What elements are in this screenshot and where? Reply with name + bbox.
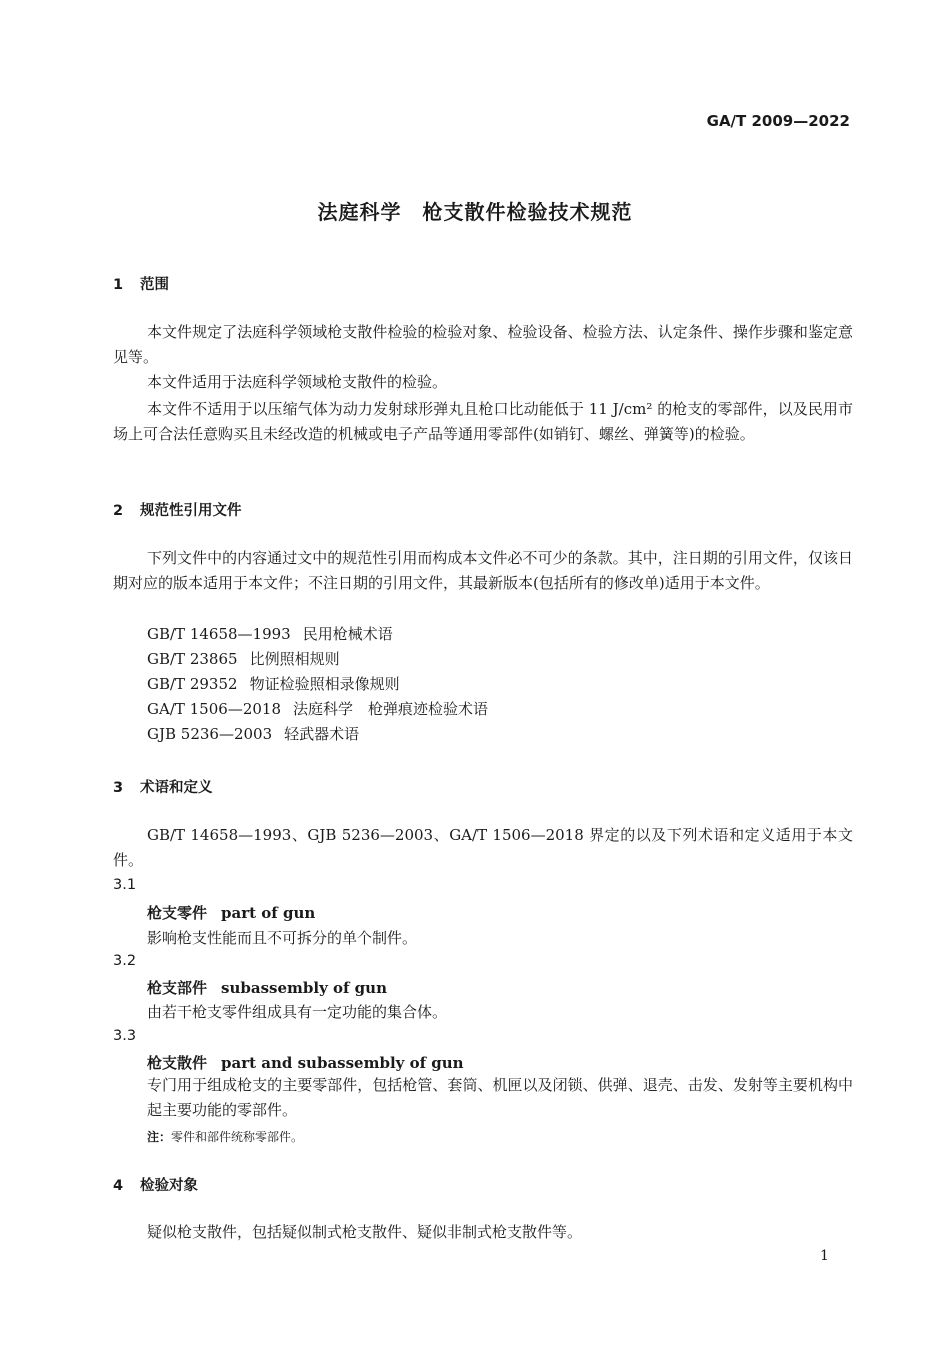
- section-number: 4: [113, 1178, 124, 1194]
- note-text: 零件和部件统称零部件。: [171, 1130, 304, 1144]
- section-1-paragraph: 本文件不适用于以压缩气体为动力发射球形弹丸且枪口比动能低于 11 J/cm² 的枪支的零部件，以及民用市场上可合法任意购买且未经改造的机械或电子产品等通用零部件(如销钉、螺丝、弹簧等)的检验。: [113, 400, 853, 443]
- note: [147, 1128, 303, 1145]
- section-number: 2: [113, 503, 124, 519]
- reference-name: 民用枪械术语: [302, 625, 393, 643]
- reference-item: [147, 697, 488, 722]
- section-title: 范围: [140, 277, 169, 293]
- section-1-heading: [113, 273, 169, 294]
- section-title: 术语和定义: [140, 780, 213, 796]
- term-number: 3.1: [113, 877, 137, 893]
- term-definition: 影响枪支性能而且不可拆分的单个制件。: [147, 929, 418, 947]
- reference-code: GA/T 1506—2018: [147, 700, 281, 718]
- term-chinese: 枪支部件: [147, 979, 208, 997]
- note-label: 注：: [147, 1130, 172, 1144]
- reference-item: [147, 647, 340, 672]
- section-2-heading: [113, 499, 242, 520]
- reference-name: 轻武器术语: [284, 725, 360, 743]
- document-title: 法庭科学 枪支散件检验技术规范: [317, 200, 633, 224]
- reference-item: [147, 622, 393, 647]
- term-heading: [147, 977, 387, 998]
- standard-number: GA/T 2009—2022: [706, 112, 850, 130]
- term-english: subassembly of gun: [221, 979, 387, 997]
- reference-name: 法庭科学 枪弹痕迹检验术语: [293, 700, 489, 718]
- reference-code: GB/T 14658—1993: [147, 625, 291, 643]
- term-number: 3.2: [113, 953, 137, 969]
- reference-name: 物证检验照相录像规则: [249, 675, 400, 693]
- term-definition: 由若干枪支零件组成具有一定功能的集合体。: [147, 1003, 448, 1021]
- term-english: part and subassembly of gun: [221, 1054, 464, 1072]
- section-3-paragraph: GB/T 14658—1993、GJB 5236—2003、GA/T 1506—2018 界定的以及下列术语和定义适用于本文件。: [113, 826, 853, 869]
- reference-item: [147, 672, 400, 697]
- term-heading: [147, 902, 315, 923]
- term-definition: 专门用于组成枪支的主要零部件，包括枪管、套筒、机匣以及闭锁、供弹、退壳、击发、发射等主要机构中起主要功能的零部件。: [147, 1076, 853, 1119]
- section-1-paragraph: 本文件规定了法庭科学领域枪支散件检验的检验对象、检验设备、检验方法、认定条件、操作步骤和鉴定意见等。: [113, 323, 853, 366]
- term-chinese: 枪支零件: [147, 904, 208, 922]
- reference-name: 比例照相规则: [249, 650, 340, 668]
- reference-item: [147, 722, 359, 747]
- term-heading: [147, 1052, 464, 1073]
- reference-code: GB/T 23865: [147, 650, 238, 668]
- section-4-paragraph: 疑似枪支散件，包括疑似制式枪支散件、疑似非制式枪支散件等。: [147, 1223, 583, 1241]
- section-title: 检验对象: [140, 1178, 198, 1194]
- section-number: 1: [113, 277, 124, 293]
- reference-code: GB/T 29352: [147, 675, 238, 693]
- term-english: part of gun: [221, 904, 316, 922]
- section-title: 规范性引用文件: [140, 503, 242, 519]
- page-number: 1: [820, 1248, 829, 1264]
- section-number: 3: [113, 780, 124, 796]
- reference-code: GJB 5236—2003: [147, 725, 273, 743]
- section-2-paragraph: 下列文件中的内容通过文中的规范性引用而构成本文件必不可少的条款。其中，注日期的引用文件，仅该日期对应的版本适用于本文件；不注日期的引用文件，其最新版本(包括所有的修改单)适用于本文件。: [113, 549, 853, 592]
- section-1-paragraph: 本文件适用于法庭科学领域枪支散件的检验。: [147, 373, 448, 391]
- term-number: 3.3: [113, 1028, 137, 1044]
- section-3-heading: [113, 776, 213, 797]
- section-4-heading: [113, 1174, 198, 1195]
- term-chinese: 枪支散件: [147, 1054, 208, 1072]
